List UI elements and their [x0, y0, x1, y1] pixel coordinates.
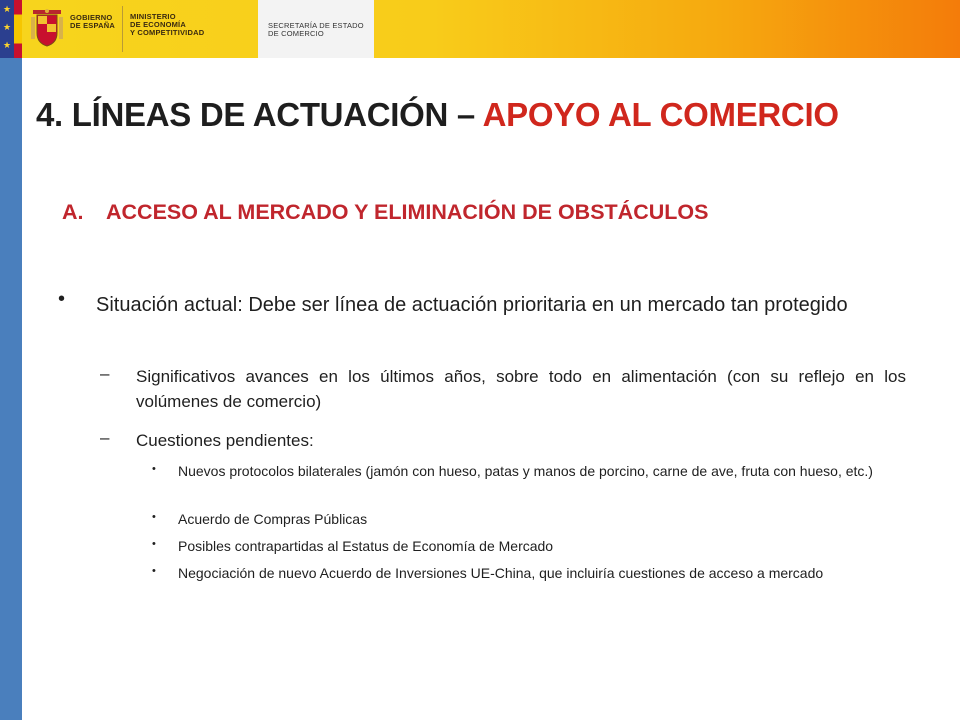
bullet-marker: •: [58, 288, 66, 310]
bullet-level3: Negociación de nuevo Acuerdo de Inversiones UE-China, que incluiría cuestiones de acceso a mercado: [178, 565, 824, 581]
header-band: [0, 0, 960, 58]
bullet-marker: •: [152, 463, 156, 475]
dash-marker: –: [100, 364, 110, 383]
spain-flag-strip: [14, 0, 22, 58]
section-heading-text: ACCESO AL MERCADO Y ELIMINACIÓN DE OBSTÁCULOS: [106, 200, 709, 224]
gobierno-logo-text: GOBIERNO DE ESPAÑA: [70, 13, 116, 30]
eu-star-icon: ★: [3, 41, 12, 51]
eu-flag-strip: [0, 0, 14, 58]
bullet-marker: •: [152, 565, 156, 577]
left-accent-bar: [0, 58, 22, 720]
secretaria-logo-text: SECRETARÍA DE ESTADO DE COMERCIO: [268, 21, 364, 38]
dash-marker: –: [100, 428, 110, 447]
divider: [122, 6, 123, 52]
bullet-level2: Cuestiones pendientes:: [136, 431, 314, 450]
bullet-marker: •: [152, 511, 156, 523]
slide-title: [36, 96, 936, 134]
title-prefix: 4. LÍNEAS DE ACTUACIÓN –: [36, 96, 483, 133]
bullet-marker: •: [152, 538, 156, 550]
eu-star-icon: ★: [3, 23, 12, 33]
bullet-level3: Posibles contrapartidas al Estatus de Economía de Mercado: [178, 538, 554, 554]
title-accent: APOYO AL COMERCIO: [482, 96, 839, 133]
bullet-level1: Situación actual: Debe ser línea de actuación prioritaria en un mercado tan protegido: [96, 294, 848, 316]
bullet-level2: Significativos avances en los últimos años, sobre todo en alimentación (con su reflejo en los volúmenes de comercio): [136, 367, 906, 411]
section-marker: A.: [62, 200, 84, 224]
section-heading: [62, 200, 922, 225]
coat-of-arms-icon: [30, 7, 64, 49]
eu-star-icon: ★: [3, 5, 12, 15]
ministerio-logo-text: MINISTERIO DE ECONOMÍA Y COMPETITIVIDAD: [130, 12, 205, 37]
bullet-level3: Nuevos protocolos bilaterales (jamón con hueso, patas y manos de porcino, carne de ave, fruta con hueso, etc.): [178, 463, 873, 479]
bullet-level3: Acuerdo de Compras Públicas: [178, 511, 368, 527]
